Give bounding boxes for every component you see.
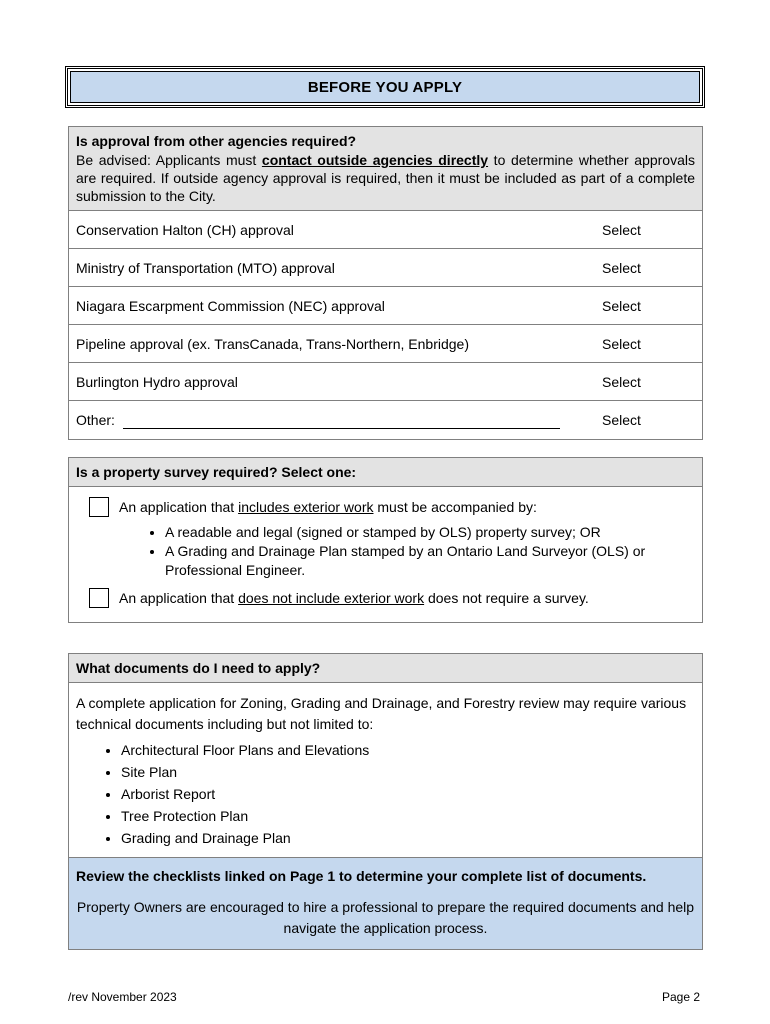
agency-row-mto: [69, 249, 702, 287]
agency-label: Ministry of Transportation (MTO) approval: [76, 259, 335, 276]
advisory-emphasis: contact outside agencies directly: [261, 152, 489, 168]
agencies-header: [69, 127, 702, 211]
agency-select-hydro[interactable]: Select: [602, 373, 641, 390]
page-number: Page 2: [662, 990, 701, 1004]
agency-row-pipeline: [69, 325, 702, 363]
documents-heading: What documents do I need to apply?: [69, 654, 702, 683]
agency-row-nec: [69, 287, 702, 325]
property-owners-note: Property Owners are encouraged to hire a professional to prepare the required documents and help navigate the application process.: [76, 899, 695, 936]
advisory-pre: Be advised: Applicants must: [76, 152, 262, 168]
agency-label: Burlington Hydro approval: [76, 373, 238, 390]
no-exterior-work-checkbox[interactable]: [89, 588, 109, 608]
agency-label: Pipeline approval (ex. TransCanada, Trans-Northern, Enbridge): [76, 335, 469, 352]
agency-row-hydro: [69, 363, 702, 401]
list-item: • Tree Protection Plan: [121, 805, 695, 827]
exterior-work-checkbox[interactable]: [89, 497, 109, 517]
agency-select-pipeline[interactable]: Select: [602, 335, 641, 352]
agency-row-other: [69, 401, 702, 439]
documents-body: [69, 683, 702, 857]
agency-select-ch[interactable]: Select: [602, 221, 641, 238]
list-item: • A readable and legal (signed or stamped by OLS) property survey; OR: [165, 523, 702, 542]
option-pre: An application that: [119, 499, 239, 515]
agency-select-nec[interactable]: Select: [602, 297, 641, 314]
option-underline: includes exterior work: [238, 499, 374, 515]
survey-heading: Is a property survey required? Select one:: [69, 458, 702, 487]
advisory-post: to determine whether approvals are required. If outside agency approval is required, then it must be included as part of a complete submission to the City.: [76, 152, 695, 204]
other-input-line[interactable]: [123, 427, 560, 429]
survey-option-no-exterior: [69, 588, 702, 608]
agency-label: Conservation Halton (CH) approval: [76, 221, 294, 238]
title-box: [65, 66, 705, 108]
option-text: [119, 590, 589, 606]
survey-option-exterior: [69, 497, 702, 517]
agencies-advisory: [76, 151, 695, 205]
list-item: • A Grading and Drainage Plan stamped by an Ontario Land Surveyor (OLS) or Professional Engineer.: [165, 542, 702, 580]
option-underline: does not include exterior work: [238, 590, 425, 606]
agency-label: Niagara Escarpment Commission (NEC) approval: [76, 297, 385, 314]
list-item: • Arborist Report: [121, 783, 695, 805]
agencies-heading: Is approval from other agencies required?: [76, 133, 357, 149]
list-item: • Site Plan: [121, 761, 695, 783]
page-title: BEFORE YOU APPLY: [70, 71, 700, 103]
documents-intro: A complete application for Zoning, Grading and Drainage, and Forestry review may require various technical documents including but not limited to:: [76, 695, 687, 732]
option-text: [119, 499, 537, 515]
agency-row-ch: [69, 211, 702, 249]
survey-body: [69, 487, 702, 622]
survey-section: [68, 457, 703, 623]
revision-date: /rev November 2023: [68, 990, 177, 1004]
review-checklists-note: Review the checklists linked on Page 1 to determine your complete list of documents.: [76, 868, 647, 884]
agencies-section: [68, 126, 703, 440]
survey-requirements-list: [69, 523, 702, 580]
agency-select-other[interactable]: Select: [602, 412, 641, 428]
option-post: must be accompanied by:: [373, 499, 537, 515]
documents-list: [69, 739, 695, 849]
documents-section: [68, 653, 703, 950]
option-post: does not require a survey.: [424, 590, 589, 606]
option-pre: An application that: [119, 590, 239, 606]
list-item: • Grading and Drainage Plan: [121, 827, 695, 849]
review-box: [69, 857, 702, 949]
list-item: • Architectural Floor Plans and Elevations: [121, 739, 695, 761]
agency-select-mto[interactable]: Select: [602, 259, 641, 276]
other-label: Other:: [76, 411, 115, 428]
